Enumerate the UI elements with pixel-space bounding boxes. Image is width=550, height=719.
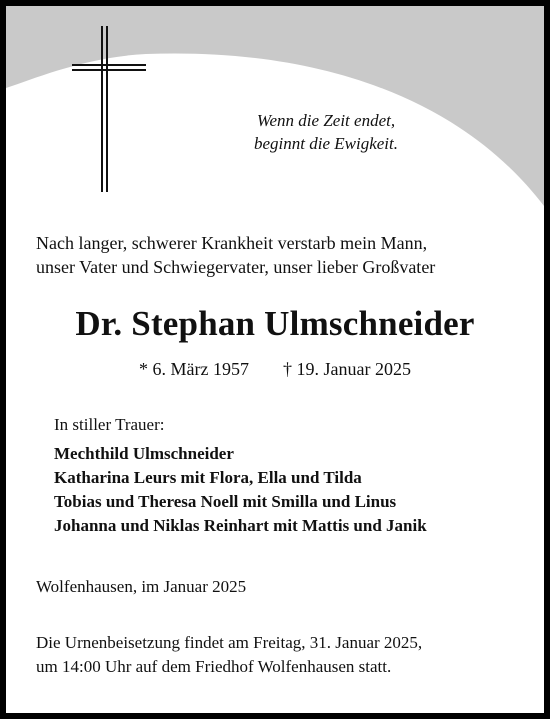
life-dates bbox=[6, 357, 544, 381]
intro-line-2: unser Vater und Schwiegervater, unser lieber Großvater bbox=[36, 257, 436, 277]
mourner-item: Mechthild Ulmschneider bbox=[54, 444, 234, 463]
place-date: Wolfenhausen, im Januar 2025 bbox=[36, 577, 247, 596]
intro-line-1: Nach langer, schwerer Krankheit verstarb mein Mann, bbox=[36, 233, 428, 253]
mourner-item: Tobias und Theresa Noell mit Smilla und Linus bbox=[54, 492, 397, 511]
intro-text bbox=[36, 231, 435, 279]
motto-line-1: Wenn die Zeit endet, bbox=[256, 111, 396, 130]
burial-info bbox=[36, 631, 422, 679]
mourner-item: Katharina Leurs mit Flora, Ella und Tilda bbox=[54, 468, 362, 487]
mourning-label: In stiller Trauer: bbox=[54, 415, 165, 434]
deceased-name: Dr. Stephan Ulmschneider bbox=[75, 304, 475, 343]
death-date: † 19. Januar 2025 bbox=[283, 359, 411, 379]
motto-line-2: beginnt die Ewigkeit. bbox=[254, 134, 398, 153]
cross-icon bbox=[72, 26, 146, 194]
mourner-item: Johanna und Niklas Reinhart mit Mattis und Janik bbox=[54, 516, 427, 535]
birth-date: * 6. März 1957 bbox=[139, 359, 249, 379]
mourners-list bbox=[54, 442, 427, 538]
motto-quote bbox=[196, 109, 456, 155]
burial-line-2: um 14:00 Uhr auf dem Friedhof Wolfenhausen statt. bbox=[36, 657, 392, 676]
burial-line-1: Die Urnenbeisetzung findet am Freitag, 31. Januar 2025, bbox=[36, 633, 423, 652]
